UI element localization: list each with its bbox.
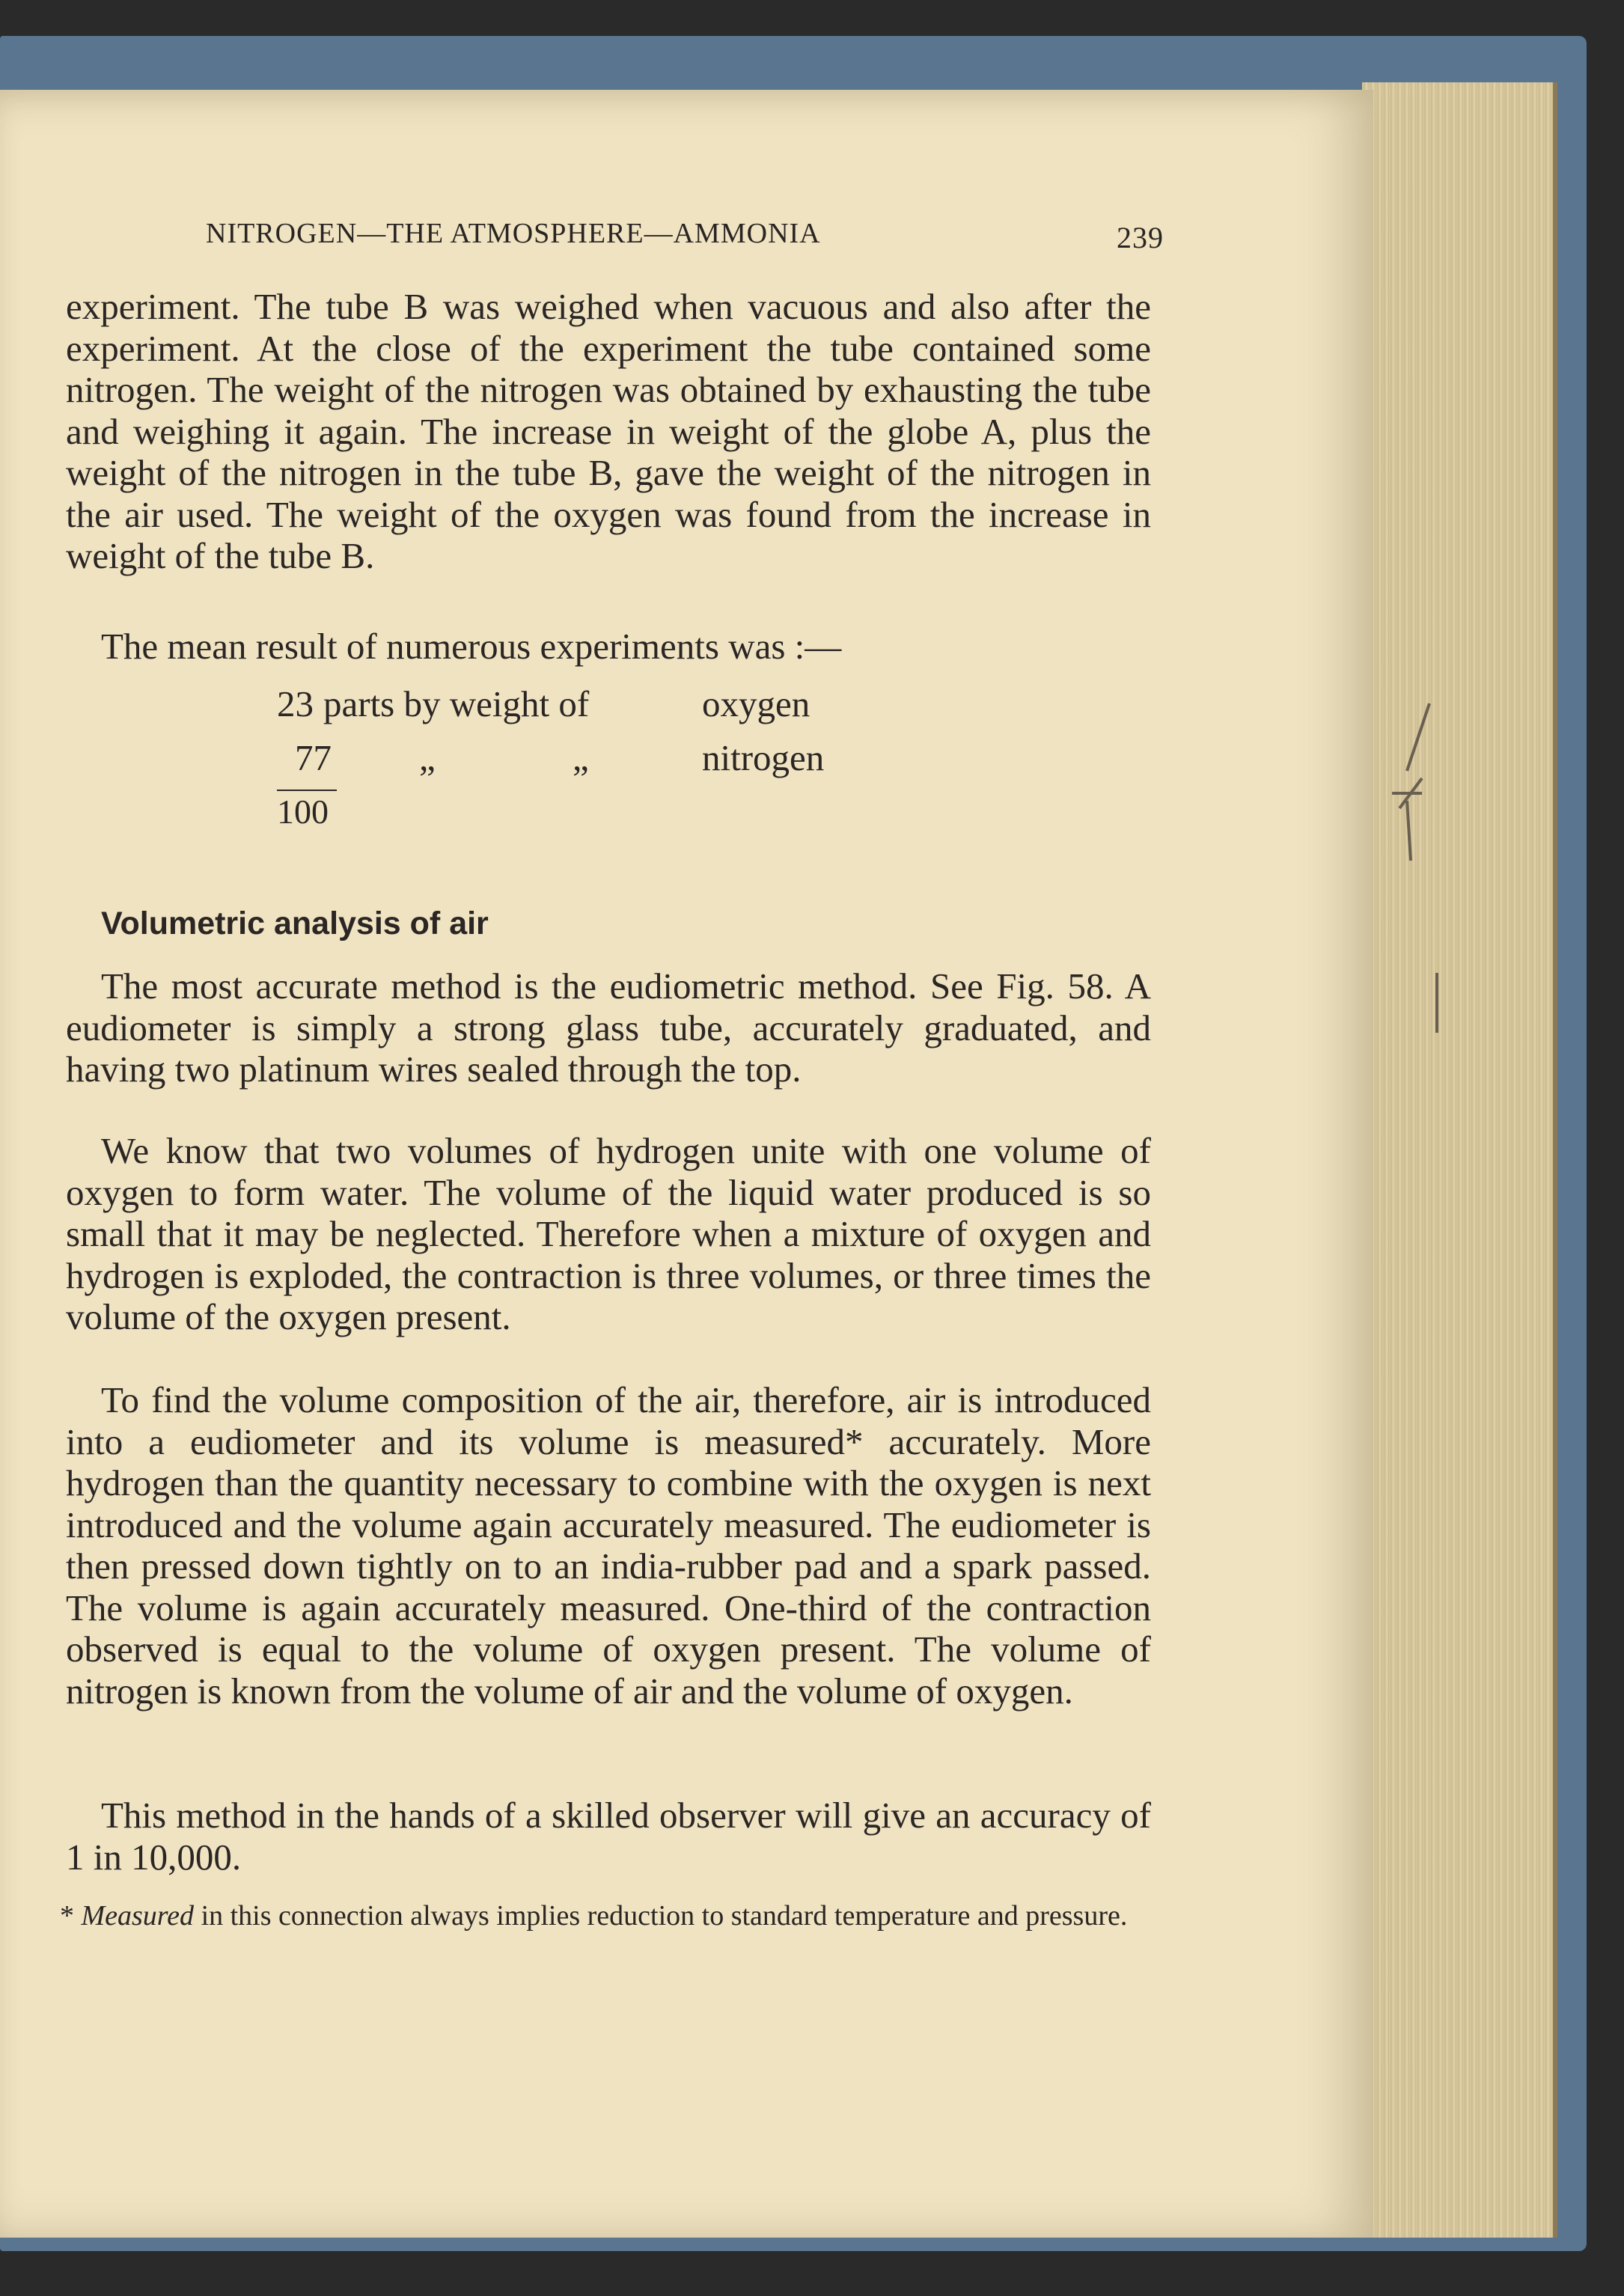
composition-substance: nitrogen bbox=[702, 737, 825, 778]
composition-value: 23 bbox=[277, 683, 314, 724]
ditto-mark: „ bbox=[573, 737, 589, 778]
paragraph bbox=[66, 1379, 1151, 1712]
section-heading: Volumetric analysis of air bbox=[101, 906, 489, 941]
pencil-marks bbox=[1377, 644, 1467, 1033]
paragraph bbox=[66, 1795, 1151, 1878]
footnote bbox=[60, 1897, 1156, 1935]
page-edges bbox=[1362, 82, 1557, 2238]
paragraph-text: This method in the hands of a skilled observer will give an accuracy of 1 in 10,000. bbox=[66, 1795, 1151, 1878]
paragraph-text: To find the volume composition of the air, therefore, air is introduced into a eudiometer and its volume is measured* accurately. More hydrogen than the quantity necessary to combine with the oxygen is next introduced and the volume again accurately measured. The eudiometer is then pressed down tightly on to an india-rubber pad and a spark passed. The volume is again accurately measured. One-third of the contraction observed is equal to the volume of oxygen present. The volume of nitrogen is known from the volume of air and the volume of oxygen. bbox=[66, 1379, 1151, 1712]
paragraph bbox=[66, 965, 1151, 1090]
footnote-emphasis: Measured bbox=[81, 1900, 195, 1932]
page-number: 239 bbox=[1117, 221, 1164, 254]
footnote-marker: * bbox=[60, 1900, 82, 1932]
composition-unit: parts by weight of bbox=[323, 683, 590, 724]
paragraph: The mean result of numerous experiments was :— bbox=[101, 626, 842, 667]
paragraph bbox=[66, 1130, 1151, 1338]
composition-total: 100 bbox=[277, 793, 329, 831]
footnote-text: in this connection always implies reduction to standard temperature and pressure. bbox=[194, 1900, 1128, 1932]
ditto-mark: „ bbox=[419, 737, 436, 778]
running-title: NITROGEN—THE ATMOSPHERE—AMMONIA bbox=[206, 218, 821, 249]
composition-substance: oxygen bbox=[702, 683, 811, 724]
sum-rule bbox=[277, 790, 337, 791]
composition-value: 77 bbox=[295, 737, 332, 778]
paragraph-text: The most accurate method is the eudiometric method. See Fig. 58. A eudiometer is simply a strong glass tube, accurately graduated, and having two platinum wires sealed through the top. bbox=[66, 965, 1151, 1090]
running-head bbox=[206, 217, 1164, 254]
paragraph-text: We know that two volumes of hydrogen unite with one volume of oxygen to form water. The volume of the liquid water produced is so small that it may be neglected. Therefore when a mixture of oxygen and hydrogen is exploded, the contraction is three volumes, or three times the volume of the oxygen present. bbox=[66, 1130, 1151, 1337]
paragraph: experiment. The tube B was weighed when vacuous and also after the experiment. At the close of the experiment the tube contained some nitrogen. The weight of the nitrogen was obtained by exhausting the tube and weighing it again. The increase in weight of the globe A, plus the weight of the nitrogen in the tube B, gave the weight of the nitrogen in the air used. The weight of the oxygen was found from the increase in weight of the tube B. bbox=[66, 286, 1151, 576]
